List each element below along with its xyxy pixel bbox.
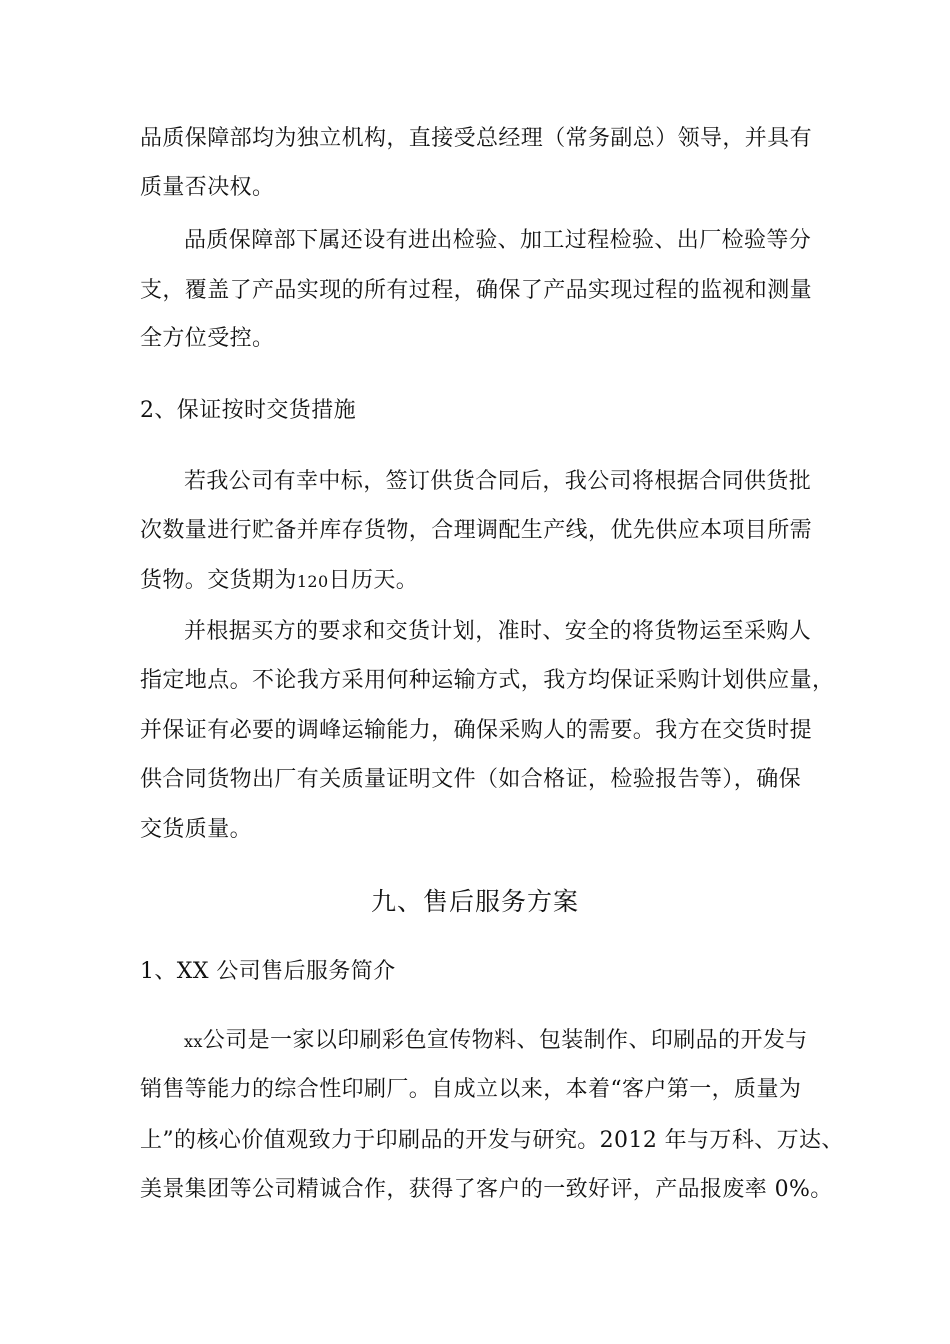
paragraph-4-line-1: 并根据买方的要求和交货计划，准时、安全的将货物运至采购人 <box>184 619 812 644</box>
paragraph-4-line-5: 交货质量。 <box>140 817 253 842</box>
paragraph-2-line-3: 全方位受控。 <box>140 326 275 351</box>
paragraph-5-line-1 <box>184 1026 808 1057</box>
paragraph-2-line-2: 支，覆盖了产品实现的所有过程，确保了产品实现过程的监视和测量 <box>140 278 813 303</box>
paragraph-5-line-2: 销售等能力的综合性印刷厂。自成立以来，本着“客户第一，质量为 <box>140 1077 802 1102</box>
company-placeholder-name: xx <box>184 1032 203 1051</box>
paragraph-4-line-4: 供合同货物出厂有关质量证明文件（如合格证，检验报告等），确保 <box>140 767 802 792</box>
paragraph-5-line-3: 上”的核心价值观致力于印刷品的开发与研究。2012 年与万科、万达、 <box>140 1128 844 1153</box>
delivery-text-suffix: 日历天。 <box>328 568 419 593</box>
paragraph-2-line-1: 品质保障部下属还设有进出检验、加工过程检验、出厂检验等分 <box>184 228 812 253</box>
paragraph-1-line-2: 质量否决权。 <box>140 175 275 200</box>
chapter-heading-after-sales: 九、售后服务方案 <box>370 887 579 916</box>
section-heading-delivery: 2、保证按时交货措施 <box>140 398 356 423</box>
paragraph-4-line-2: 指定地点。不论我方采用何种运输方式，我方均保证采购计划供应量， <box>140 668 835 693</box>
paragraph-3-line-2: 次数量进行贮备并库存货物，合理调配生产线，优先供应本项目所需 <box>140 518 813 543</box>
paragraph-1-line-1: 品质保障部均为独立机构，直接受总经理（常务副总）领导，并具有 <box>140 126 813 151</box>
delivery-text-prefix: 货物。交货期为 <box>140 568 297 593</box>
section-heading-company-intro: 1、XX 公司售后服务简介 <box>140 959 396 984</box>
paragraph-5-line-4: 美景集团等公司精诚合作，获得了客户的一致好评，产品报废率 0%。 <box>140 1177 833 1202</box>
company-intro-text: 公司是一家以印刷彩色宣传物料、包装制作、印刷品的开发与 <box>202 1028 808 1053</box>
paragraph-4-line-3: 并保证有必要的调峰运输能力，确保采购人的需要。我方在交货时提 <box>140 718 813 743</box>
paragraph-3-line-1: 若我公司有幸中标，签订供货合同后，我公司将根据合同供货批 <box>184 469 812 494</box>
delivery-days-number: 120 <box>296 572 329 591</box>
paragraph-3-line-3 <box>140 566 418 597</box>
